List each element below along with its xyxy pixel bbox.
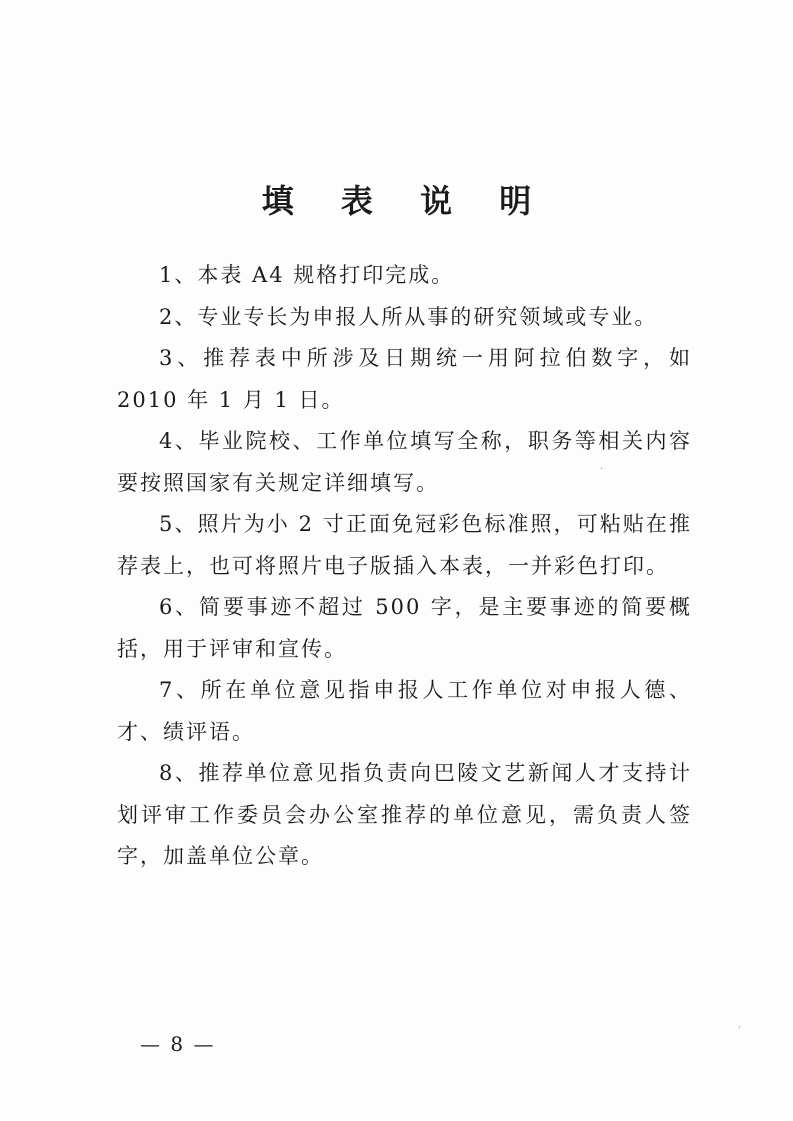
instruction-item-1: 1、本表 A4 规格打印完成。 [159,263,455,287]
instruction-item-3: 3、推荐表中所涉及日期统一用阿拉伯数字，如 2010 年 1 月 1 日。 [117,346,692,412]
page-title: 填 表 说 明 [261,182,550,220]
instruction-item-8: 8、推荐单位意见指负责向巴陵文艺新闻人才支持计划评审工作委员会办公室推荐的单位意见，需负责人签字，加盖单位公章。 [117,761,692,868]
instruction-item-2: 2、专业专长为申报人所从事的研究领域或专业。 [159,304,658,329]
instructions-body [117,255,692,878]
instruction-item-5: 5、照片为小 2 寸正面免冠彩色标准照，可粘贴在推荐表上，也可将照片电子版插入本表，一并彩色打印。 [117,512,692,578]
scan-speck: ˋ [732,1025,743,1038]
page-number: — 8 — [140,1032,216,1056]
instruction-item-4: 4、毕业院校、工作单位填写全称，职务等相关内容要按照国家有关规定详细填写。 [117,429,692,495]
scan-speck: · [600,464,604,475]
instruction-item-6: 6、简要事迹不超过 500 字，是主要事迹的简要概括，用于评审和宣传。 [117,595,692,661]
instruction-item-7: 7、所在单位意见指申报人工作单位对申报人德、才、绩评语。 [117,678,692,744]
